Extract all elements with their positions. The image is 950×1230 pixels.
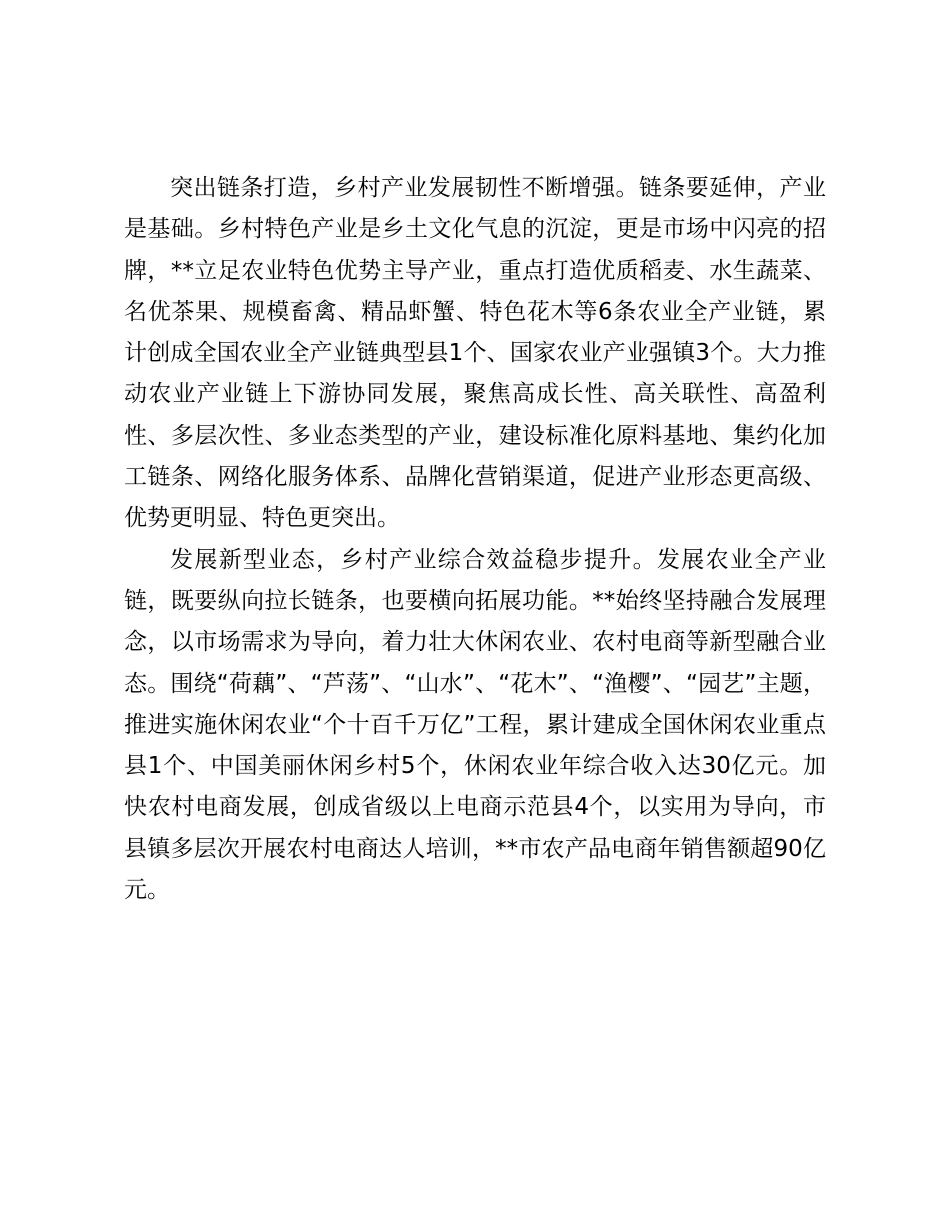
paragraph-industry-chain: 突出链条打造，乡村产业发展韧性不断增强。链条要延伸，产业是基础。乡村特色产业是乡土文化气息的沉淀，更是市场中闪亮的招牌，**立足农业特色优势主导产业，重点打造优质稻麦、水生蔬菜、名优茶果、规模畜禽、精品虾蟹、特色花木等6条农业全产业链，累计创成全国农业全产业链典型县1个、国家农业产业强镇3个。大力推动农业产业链上下游协同发展，聚焦高成长性、高关联性、高盈利性、多层次性、多业态类型的产业，建设标准化原料基地、集约化加工链条、网络化服务体系、品牌化营销渠道，促进产业形态更高级、优势更明显、特色更突出。 (124, 175, 826, 532)
document-body (124, 168, 826, 911)
paragraph-new-business-forms: 发展新型业态，乡村产业综合效益稳步提升。发展农业全产业链，既要纵向拉长链条，也要横向拓展功能。**始终坚持融合发展理念，以市场需求为导向，着力壮大休闲农业、农村电商等新型融合业态。围绕“荷藕”、“芦荡”、“山水”、“花木”、“渔樱”、“园艺”主题，推进实施休闲农业“个十百千万亿”工程，累计建成全国休闲农业重点县1个、中国美丽休闲乡村5个，休闲农业年综合收入达30亿元。加快农村电商发展，创成省级以上电商示范县4个，以实用为导向，市县镇多层次开展农村电商达人培训，**市农产品电商年销售额超90亿元。 (124, 546, 826, 904)
